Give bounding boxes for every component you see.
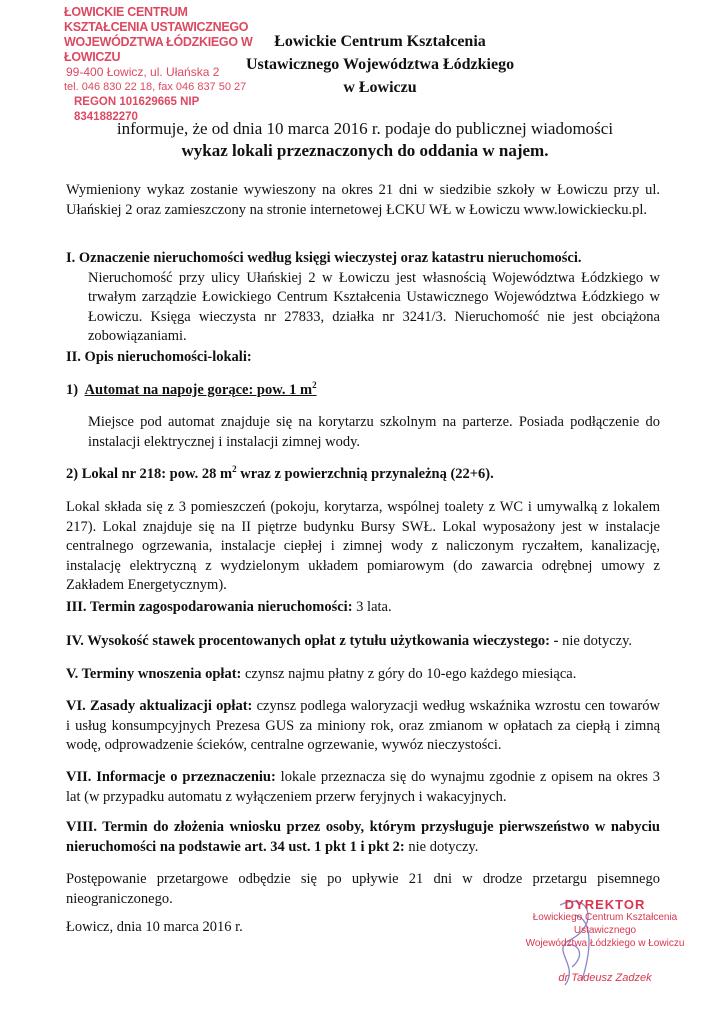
signature-name: dr Tadeusz Zadzek [558,972,652,984]
paragraph-publication: Wymieniony wykaz zostanie wywieszony na okres 21 dni w siedzibie szkoły w Łowiczu przy ul. Ułańskiej 2 oraz zamieszczony na stronie internetowej ŁCKU WŁ w Łowiczu www.lowickiecku.pl. [66,182,660,218]
section-1-body: Nieruchomość przy ulicy Ułańskiej 2 w Łowiczu jest własnością Województwa Łódzkiego w trwałym zarządzie Łowickiego Centrum Kształcenia Ustawicznego Województwa Łódzkiego w Łowiczu. Księga wieczysta nr 27833, działka nr 3241/3. Nieruchomość nie jest obciążona zobowiązaniami. [88,269,660,344]
section-3-heading: III. Termin zagospodarowania nieruchomości: [66,599,353,615]
header-line-2: Ustawicznego Województwa Łódzkiego [245,56,515,73]
item-1-sup: 2 [312,380,317,390]
item-2-title-b: wraz z powierzchnią przynależną (22+6). [236,466,494,482]
header-line-3: w Łowiczu [343,79,417,96]
section-3-value: 3 lata. [352,599,392,615]
section-6-heading: VI. Zasady aktualizacji opłat: [66,698,253,714]
signature-line-2: Województwa Łódzkiego w Łowiczu [525,938,685,949]
header-line-1: Łowickie Centrum Kształcenia [274,33,486,50]
item-1-title-text: Automat na napoje gorące: pow. 1 m [84,382,313,398]
intro [60,118,670,162]
section-7-heading: VII. Informacje o przeznaczeniu: [66,769,276,785]
section-1 [66,249,660,347]
intro-line-1: informuje, że od dnia 10 marca 2016 r. podaje do publicznej wiadomości [116,119,614,138]
director-signature-stamp [505,898,705,985]
item-1-title [66,381,660,401]
section-4-heading: IV. Wysokość stawek procentowanych opłat z tytułu użytkowania wieczystego: - [66,633,559,649]
item-2-title-a: 2) Lokal nr 218: pow. 28 m [66,466,233,482]
item-1-body: Miejsce pod automat znajduje się na korytarzu szkolnym na parterze. Posiada podłączenie do instalacji elektrycznej i instalacji zimnej wody. [88,414,660,450]
stamp-line-4: tel. 046 830 22 18, fax 046 837 50 27 [64,81,247,93]
section-4 [66,632,660,652]
document-header [220,30,540,99]
signature-line-1: Łowickiego Centrum Kształcenia Ustawicznego [532,912,678,936]
section-8 [66,818,660,857]
section-8-heading: VIII. Termin do złożenia wniosku przez osoby, którym przysługuje pierwszeństwo w nabyciu nieruchomości na podstawie art. 34 ust. 1 pkt 1 i pkt 2: [66,819,660,855]
item-2-title [66,465,660,485]
stamp-line-1: ŁOWICKIE CENTRUM KSZTAŁCENIA USTAWICZNEGO [64,5,249,34]
signature-title: DYREKTOR [564,897,646,912]
section-6-value: czynsz podlega waloryzacji według wskaźnika wzrostu cen towarów i usług konsumpcyjnych Prezesa GUS za miniony rok, oraz zmianom w opłatach za ciepłą i zimną wodę, odprowadzenie ścieków, centralne ogrzewanie, wywóz nieczystości. [66,698,660,753]
item-2-body: Lokal składa się z 3 pomieszczeń (pokoju, korytarza, wspólnej toalety z WC i umywalką z lokalem 217). Lokal znajduje się na II piętrze budynku Bursy SWŁ. Lokal wyposażony jest w instalacje centralnego ogrzewania, instalacje ciepłej i zimnej wody z naliczonym ryczałtem, kanalizację, instalację elektryczną z wydzielonym układem pomiarowym (do zawarcia odrębnej umowy z Zakładem Energetycznym). [66,499,660,593]
section-7-value: lokale przeznacza się do wynajmu zgodnie z opisem na okres 3 lat (w przypadku automatu z wyłączeniem przerw feryjnych i wakacyjnych. [66,769,661,805]
section-4-value: nie dotyczy. [558,633,633,649]
section-5-heading: V. Terminy wnoszenia opłat: [66,666,242,682]
item-1-number: 1) [66,382,79,398]
section-2 [66,348,660,368]
section-7 [66,768,660,807]
section-6 [66,697,660,756]
section-5-value: czynsz najmu płatny z góry do 10-ego każdego miesiąca. [241,666,577,682]
paragraph-final: Postępowanie przetargowe odbędzie się po upływie 21 dni w drodze przetargu pisemnego nieograniczonego. [66,871,660,907]
stamp-line-2: WOJEWÓDZTWA ŁÓDZKIEGO W ŁOWICZU [64,35,253,64]
intro-line-2: wykaz lokali przeznaczonych do oddania w najem. [181,141,549,160]
stamp-line-5: REGON 101629665 NIP 8341882270 [74,96,200,123]
section-5 [66,665,660,685]
item-2-sup: 2 [232,464,237,474]
document-date: Łowicz, dnia 10 marca 2016 r. [66,919,243,935]
section-3 [66,598,660,618]
section-8-value: nie dotyczy. [404,838,479,855]
section-2-heading: II. Opis nieruchomości-lokali: [66,349,252,365]
section-1-heading: I. Oznaczenie nieruchomości według księgi wieczystej oraz katastru nieruchomości. [66,250,582,266]
stamp-line-3: 99-400 Łowicz, ul. Ułańska 2 [66,65,220,79]
